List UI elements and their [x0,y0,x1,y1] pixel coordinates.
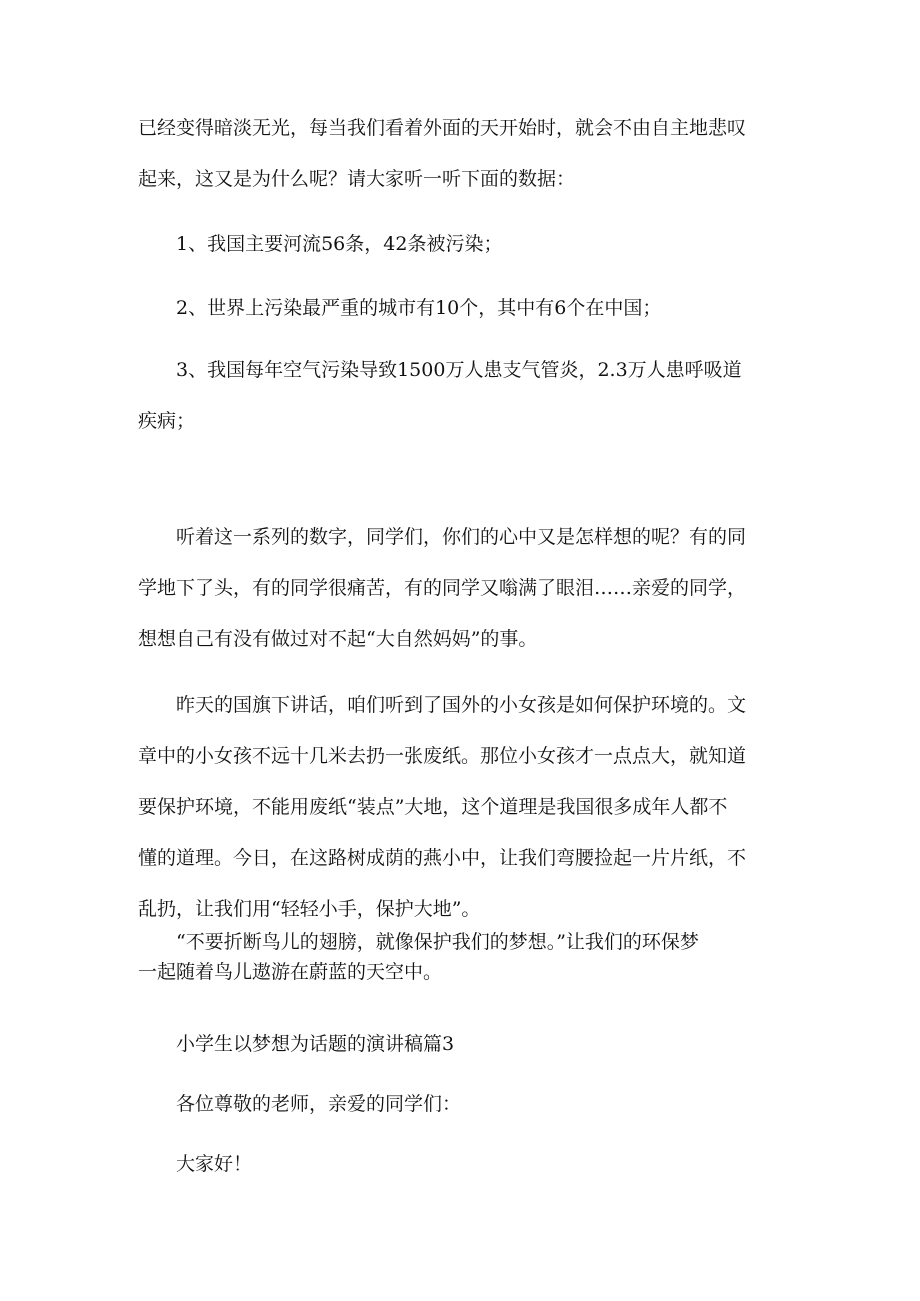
heading-text: 小学生以梦想为话题的演讲稿篇3 [176,1033,455,1055]
text-line: 懂的道理。今日，在这路树成荫的燕小中，让我们弯腰捡起一片片纸，不 [138,847,747,869]
data-item-2 [138,283,826,334]
data-item-1 [138,219,826,270]
paragraph-reflection [138,512,788,665]
text-line: 乱扔，让我们用“轻轻小手，保护大地”。 [138,898,481,920]
text-line: 各位尊敬的老师，亲爱的同学们： [176,1093,462,1115]
greeting [138,1139,826,1190]
text-line: 起来，这又是为什么呢？请大家听一听下面的数据： [138,168,576,190]
text-line: 大家好！ [176,1153,253,1175]
paragraph-flag-speech [138,680,788,935]
text-line: 一起随着鸟儿遨游在蔚蓝的天空中。 [138,961,443,983]
text-line: 学地下了头，有的同学很痛苦，有的同学又嗡满了眼泪……亲爱的同学， [138,577,747,599]
paragraph-intro [138,103,788,205]
text-line: 昨天的国旗下讲话，咱们听到了国外的小女孩是如何保护环境的。文 [176,694,747,716]
text-line: 想想自己有没有做过对不起“大自然妈妈”的事。 [138,628,538,650]
data-item-3 [138,345,788,447]
text-line: “不要折断鸟儿的翅膀，就像保护我们的梦想。”让我们的环保梦 [176,931,699,953]
text-line: 听着这一系列的数字，同学们，你们的心中又是怎样想的呢？有的同 [176,526,747,548]
section-heading [138,1019,826,1070]
text-line: 疾病； [138,410,196,432]
text-line: 章中的小女孩不远十几米去扔一张废纸。那位小女孩才一点点大，就知道 [138,745,747,767]
paragraph-quote [138,927,788,987]
text-line: 3、我国每年空气污染导致1500万人患支气管炎，2.3万人患呼吸道 [176,359,742,381]
salutation [138,1079,826,1130]
text-line: 1、我国主要河流56条，42条被污染； [176,233,503,255]
text-line: 2、世界上污染最严重的城市有10个，其中有6个在中国； [176,297,662,319]
text-line: 要保护环境，不能用废纸“装点”大地，这个道理是我国很多成年人都不 [138,796,728,818]
text-line: 已经变得暗淡无光，每当我们看着外面的天开始时，就会不由自主地悲叹 [138,117,747,139]
